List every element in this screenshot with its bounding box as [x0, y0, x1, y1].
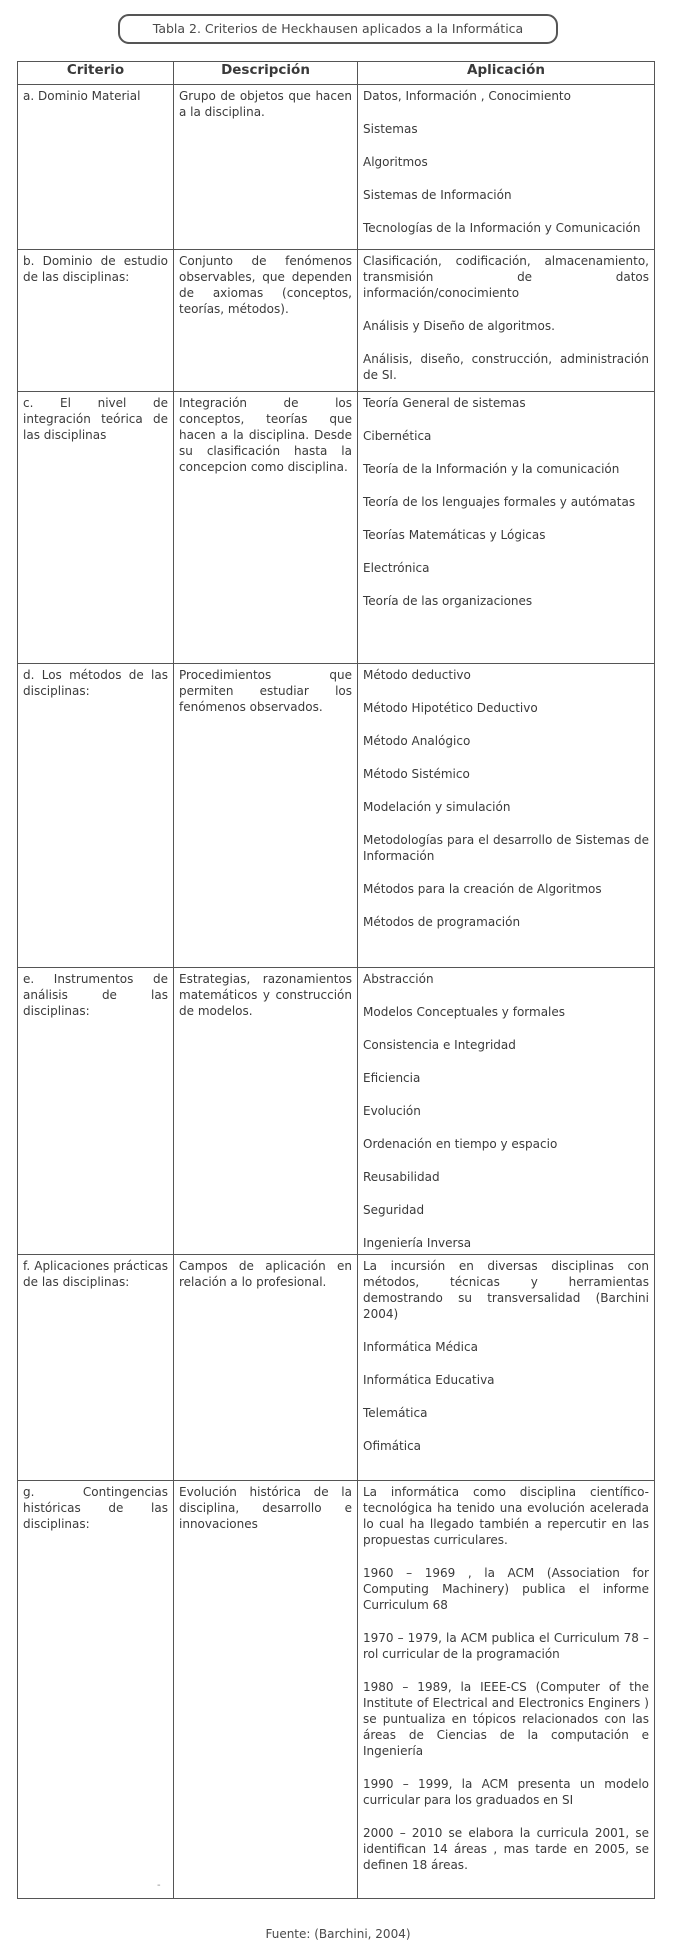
- descripcion-text: Estrategias, razonamientos matemáticos y construcción de modelos.: [179, 972, 352, 1018]
- aplicacion-item: La informática como disciplina científico-tecnológica ha tenido una evolución acelerada lo cual ha llegado también a repercutir en las propuestas curriculares.: [363, 1485, 649, 1547]
- aplicacion-item: Consistencia e Integridad: [363, 1038, 516, 1052]
- aplicacion-item: Metodologías para el desarrollo de Sistemas de Información: [363, 833, 649, 863]
- aplicacion-item: Electrónica: [363, 561, 430, 575]
- header-criterio: Criterio: [18, 62, 174, 85]
- aplicacion-cell: [358, 968, 655, 1255]
- aplicacion-cell: [358, 1255, 655, 1481]
- table-row: [18, 1481, 655, 1899]
- aplicacion-item: Método Hipotético Deductivo: [363, 701, 538, 715]
- aplicacion-item: Sistemas: [363, 122, 418, 136]
- aplicacion-item: Teorías Matemáticas y Lógicas: [363, 528, 546, 542]
- criteria-table: [17, 61, 655, 1899]
- criterio-text: f. Aplicaciones prácticas de las disciplinas:: [23, 1259, 168, 1289]
- aplicacion-item: Métodos de programación: [363, 915, 521, 929]
- aplicacion-item: Tecnologías de la Información y Comunicación: [363, 221, 641, 235]
- aplicacion-item: Sistemas de Información: [363, 188, 512, 202]
- aplicacion-item: Abstracción: [363, 972, 434, 986]
- aplicacion-item: Evolución: [363, 1104, 421, 1118]
- criterio-cell: [18, 85, 174, 250]
- aplicacion-item: Método Sistémico: [363, 767, 470, 781]
- aplicacion-item: Informática Educativa: [363, 1373, 495, 1387]
- aplicacion-item: Reusabilidad: [363, 1170, 440, 1184]
- descripcion-cell: [174, 1481, 358, 1899]
- aplicacion-item: Teoría de los lenguajes formales y autómatas: [363, 495, 636, 509]
- descripcion-text: Conjunto de fenómenos observables, que dependen de axiomas (conceptos, teorías, métodos).: [179, 254, 352, 316]
- descripcion-cell: [174, 664, 358, 968]
- aplicacion-item: Telemática: [363, 1406, 428, 1420]
- table-row: [18, 85, 655, 250]
- criterio-cell: [18, 1481, 174, 1899]
- table-row: [18, 968, 655, 1255]
- source-note: Fuente: (Barchini, 2004): [265, 1927, 411, 1941]
- table-row: [18, 664, 655, 968]
- aplicacion-item: Teoría de las organizaciones: [363, 594, 533, 608]
- aplicacion-item: Algoritmos: [363, 155, 428, 169]
- aplicacion-item: Datos, Información , Conocimiento: [363, 89, 571, 103]
- criterio-cell: [18, 392, 174, 664]
- aplicacion-item: Ofimática: [363, 1439, 422, 1453]
- aplicacion-item: 1980 – 1989, la IEEE-CS (Computer of the Institute of Electrical and Electronics Enginers ) se puntualiza en tópicos relacionados con las áreas de Ciencias de la computación e Ingeniería: [363, 1680, 649, 1758]
- aplicacion-item: Clasificación, codificación, almacenamiento, transmisión de datos información/conocimiento: [363, 254, 649, 300]
- descripcion-cell: [174, 392, 358, 664]
- table-caption: [118, 14, 558, 44]
- aplicacion-cell: [358, 392, 655, 664]
- aplicacion-cell: [358, 664, 655, 968]
- descripcion-text: Integración de los conceptos, teorías que hacen a la disciplina. Desde su clasificación hasta la concepcion como disciplina.: [179, 396, 352, 474]
- aplicacion-item: Teoría de la Información y la comunicación: [363, 462, 620, 476]
- aplicacion-item: Informática Médica: [363, 1340, 478, 1354]
- criterio-text: a. Dominio Material: [23, 89, 141, 103]
- aplicacion-item: Seguridad: [363, 1203, 425, 1217]
- aplicacion-item: 2000 – 2010 se elabora la curricula 2001, se identifican 14 áreas , mas tarde en 2005, se definen 18 áreas.: [363, 1826, 649, 1872]
- aplicacion-item: Ordenación en tiempo y espacio: [363, 1137, 558, 1151]
- aplicacion-item: Métodos para la creación de Algoritmos: [363, 882, 602, 896]
- aplicacion-cell: [358, 85, 655, 250]
- aplicacion-item: Método Analógico: [363, 734, 471, 748]
- criterio-text: e. Instrumentos de análisis de las disciplinas:: [23, 972, 168, 1018]
- aplicacion-item: Modelación y simulación: [363, 800, 511, 814]
- criterio-cell: [18, 250, 174, 392]
- descripcion-cell: [174, 968, 358, 1255]
- aplicacion-item: Análisis, diseño, construcción, administración de SI.: [363, 352, 649, 382]
- aplicacion-item: 1960 – 1969 , la ACM (Association for Computing Machinery) publica el informe Curriculum 68: [363, 1566, 649, 1612]
- aplicacion-item: Cibernética: [363, 429, 432, 443]
- aplicacion-item: La incursión en diversas disciplinas con métodos, técnicas y herramientas demostrando su transversalidad (Barchini 2004): [363, 1259, 649, 1321]
- aplicacion-item: Teoría General de sistemas: [363, 396, 526, 410]
- table-row: [18, 392, 655, 664]
- criterio-cell: [18, 1255, 174, 1481]
- aplicacion-item: Análisis y Diseño de algoritmos.: [363, 319, 555, 333]
- stray-mark: -: [157, 1880, 161, 1891]
- table-row: [18, 250, 655, 392]
- aplicacion-item: 1990 – 1999, la ACM presenta un modelo curricular para los graduados en SI: [363, 1777, 649, 1807]
- aplicacion-item: Modelos Conceptuales y formales: [363, 1005, 566, 1019]
- aplicacion-item: Método deductivo: [363, 668, 471, 682]
- header-row: [18, 62, 655, 85]
- criterio-cell: [18, 968, 174, 1255]
- descripcion-cell: [174, 85, 358, 250]
- criterio-text: c. El nivel de integración teórica de las disciplinas: [23, 396, 168, 442]
- aplicacion-item: Eficiencia: [363, 1071, 421, 1085]
- criterio-text: b. Dominio de estudio de las disciplinas:: [23, 254, 168, 284]
- aplicacion-item: Ingeniería Inversa: [363, 1236, 472, 1250]
- criterio-text: g. Contingencias históricas de las disciplinas:: [23, 1485, 168, 1531]
- table-caption-text: Tabla 2. Criterios de Heckhausen aplicados a la Informática: [152, 21, 524, 36]
- descripcion-cell: [174, 250, 358, 392]
- criterio-cell: [18, 664, 174, 968]
- aplicacion-item: 1970 – 1979, la ACM publica el Curriculum 78 – rol curricular de la programación: [363, 1631, 649, 1661]
- descripcion-cell: [174, 1255, 358, 1481]
- header-aplicacion: Aplicación: [358, 62, 655, 85]
- aplicacion-cell: [358, 1481, 655, 1899]
- aplicacion-cell: [358, 250, 655, 392]
- header-descripcion: Descripción: [174, 62, 358, 85]
- table-row: [18, 1255, 655, 1481]
- descripcion-text: Procedimientos que permiten estudiar los fenómenos observados.: [179, 668, 352, 714]
- descripcion-text: Campos de aplicación en relación a lo profesional.: [179, 1259, 352, 1289]
- descripcion-text: Grupo de objetos que hacen a la disciplina.: [179, 89, 352, 119]
- descripcion-text: Evolución histórica de la disciplina, desarrollo e innovaciones: [179, 1485, 352, 1531]
- criterio-text: d. Los métodos de las disciplinas:: [23, 668, 168, 698]
